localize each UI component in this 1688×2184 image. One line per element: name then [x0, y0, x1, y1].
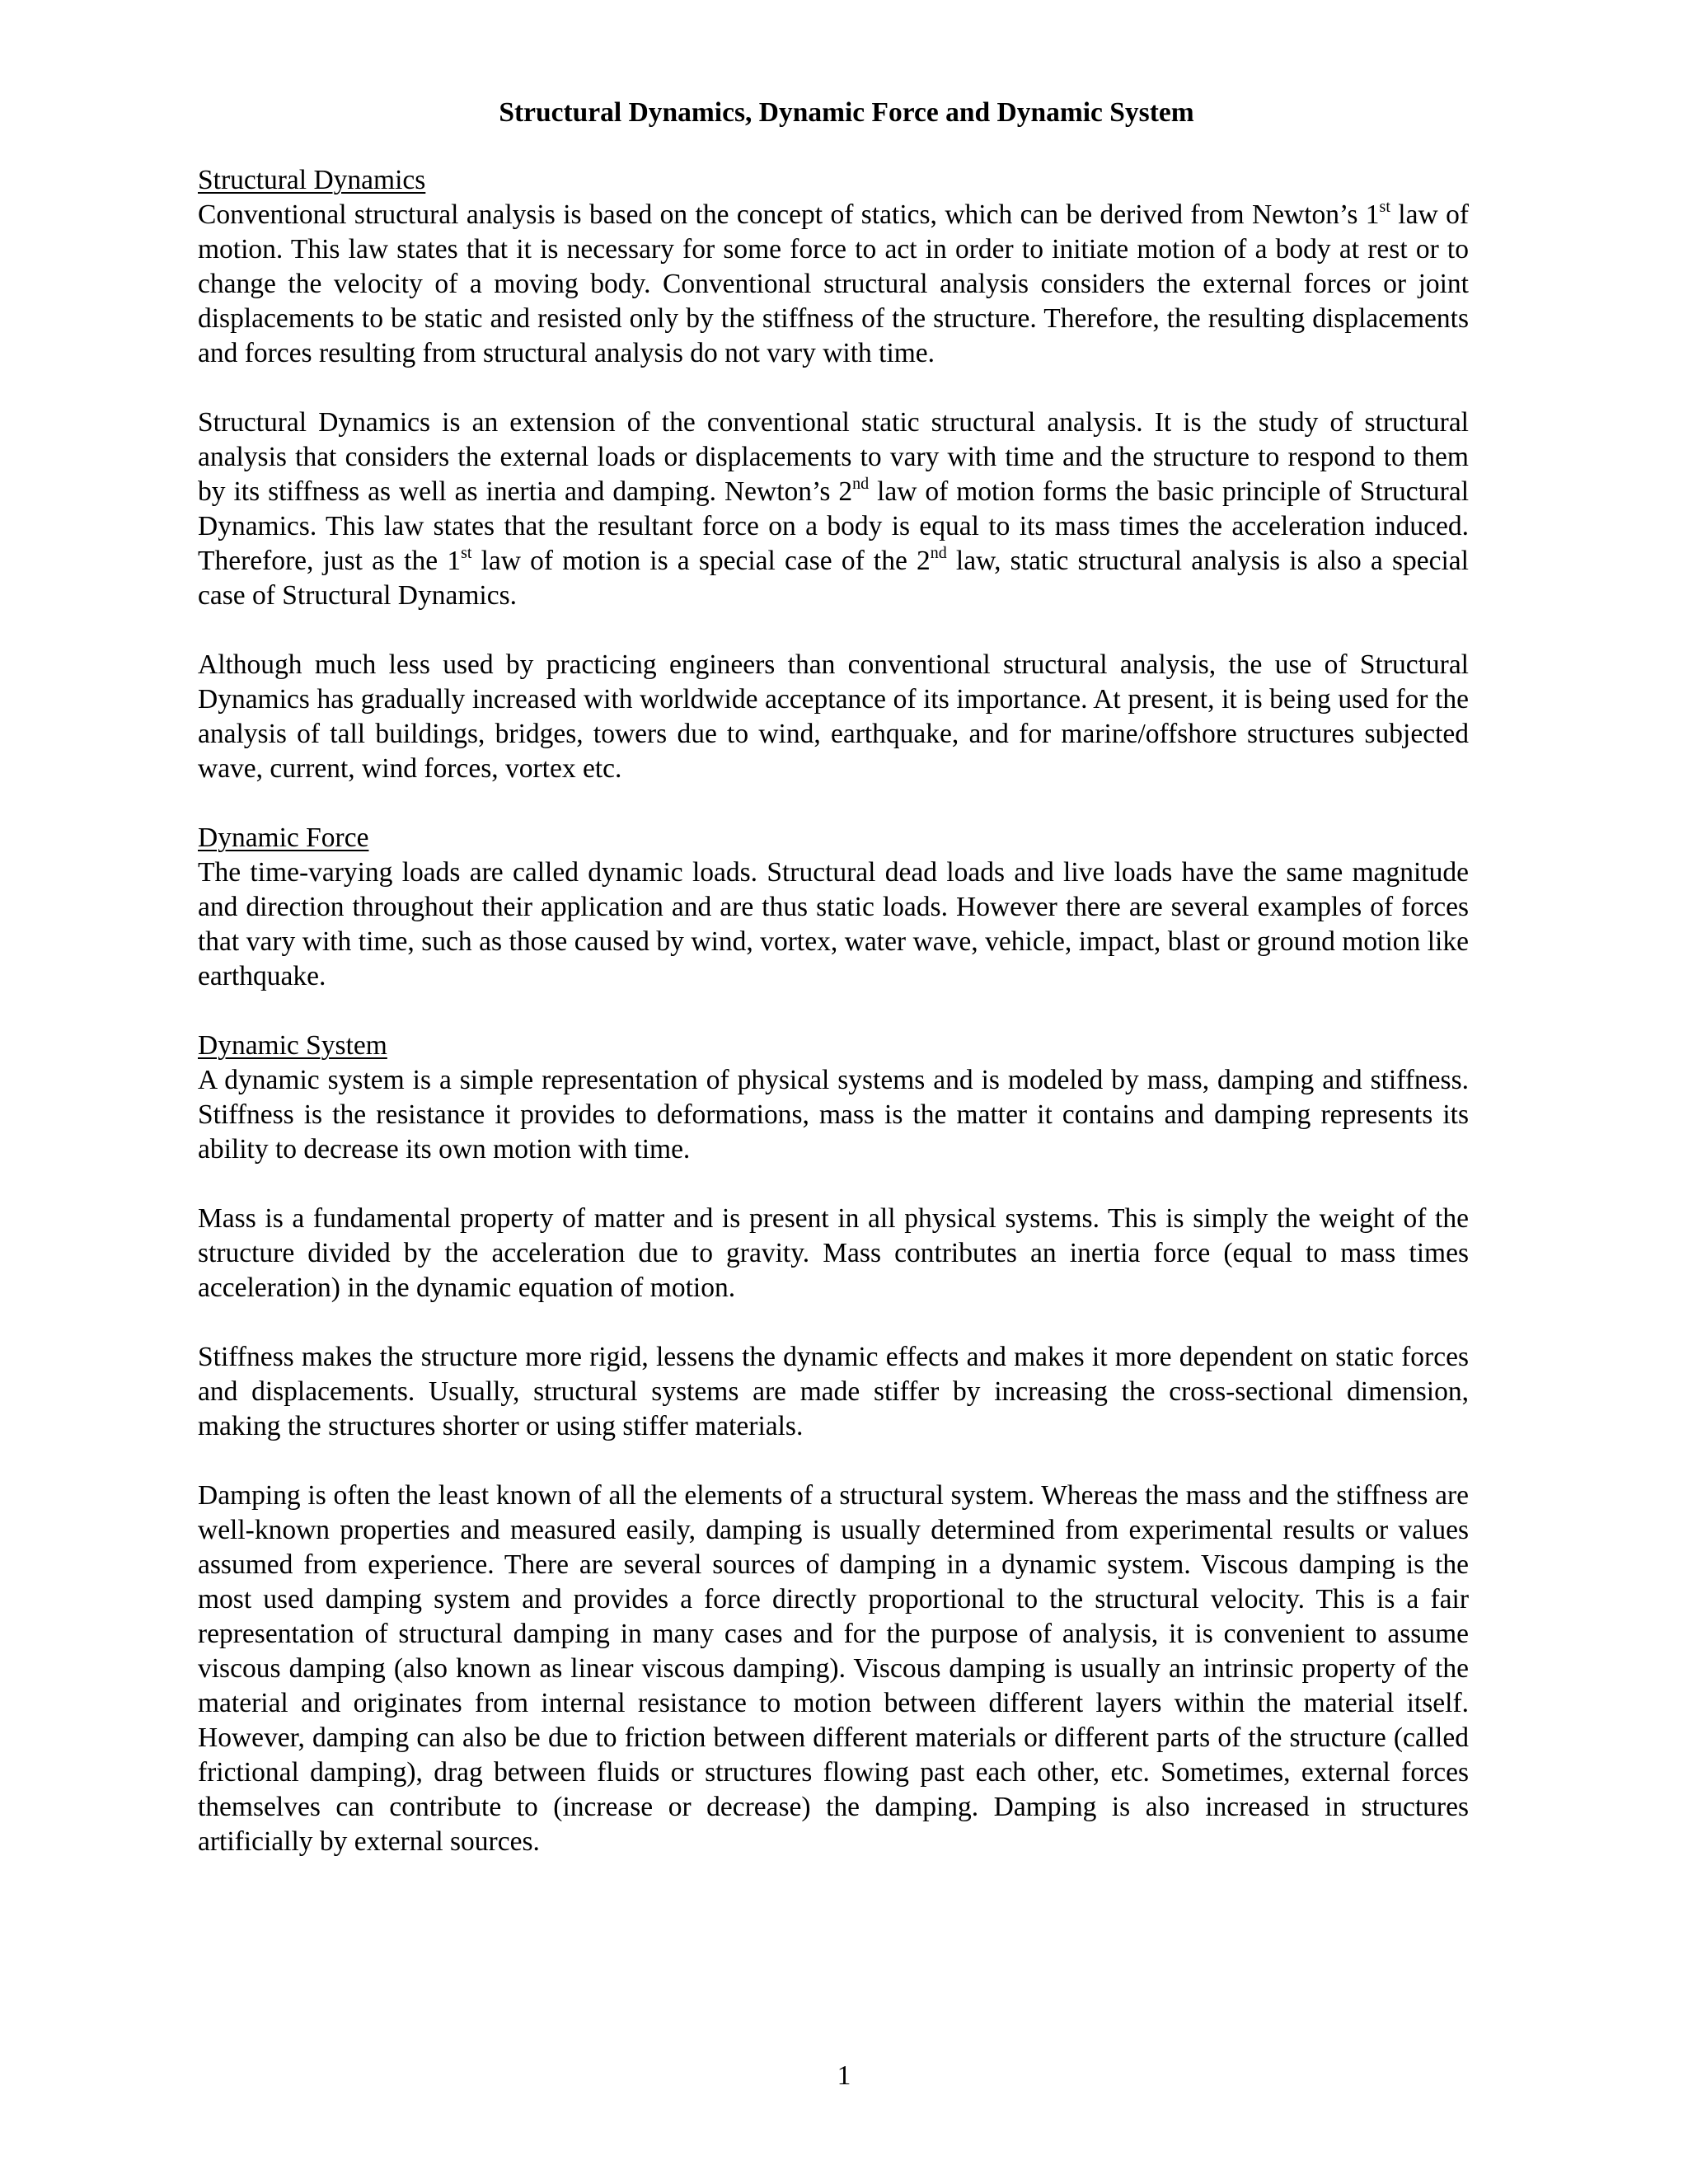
- paragraph-text: Structural Dynamics is an extension of the conventional static structural analysis. It is the study of structural analysis that considers the external loads or displacements to vary with time and the structure to respond to them by its stiffness as well as inertia and damping. Newton’s 2: [198, 407, 1469, 507]
- paragraph: Stiffness makes the structure more rigid, lessens the dynamic effects and makes it more dependent on static forces and displacements. Usually, structural systems are made stiffer by increasing the cross-sectional dimension, making the structures shorter or using stiffer materials.: [198, 1342, 1469, 1441]
- section-heading-dynamic-force: Dynamic Force: [198, 823, 369, 853]
- section-heading-structural-dynamics: Structural Dynamics: [198, 165, 426, 195]
- page-content: [198, 96, 1469, 1894]
- paragraph-text: law of motion is a special case of the 2: [471, 546, 931, 576]
- section-dynamic-system: [198, 1029, 1469, 1859]
- section-dynamic-force: [198, 821, 1469, 994]
- paragraph: [198, 198, 1469, 371]
- section-heading-dynamic-system: Dynamic System: [198, 1030, 387, 1061]
- paragraph-text: law, static structural analysis is also a special case of Structural Dynamics.: [198, 546, 1469, 611]
- paragraph: The time-varying loads are called dynamic loads. Structural dead loads and live loads have the same magnitude and direction throughout their application and are thus static loads. However there are several examples of forces that vary with time, such as those caused by wind, vortex, water wave, vehicle, impact, blast or ground motion like earthquake.: [198, 857, 1469, 991]
- page-number: 1: [837, 2060, 851, 2091]
- page-title: Structural Dynamics, Dynamic Force and Dynamic System: [499, 97, 1194, 128]
- paragraph-text: law of motion. This law states that it is necessary for some force to act in order to initiate motion of a body at rest or to change the velocity of a moving body. Conventional structural analysis considers the external forces or joint displacements to be static and resisted only by the stiffness of the structure. Therefore, the resulting displacements and forces resulting from structural analysis do not vary with time.: [198, 199, 1469, 368]
- paragraph-text: Conventional structural analysis is based on the concept of statics, which can be derived from Newton’s 1: [198, 199, 1380, 230]
- paragraph: A dynamic system is a simple representation of physical systems and is modeled by mass, damping and stiffness. Stiffness is the resistance it provides to deformations, mass is the matter it contains and damping represents its ability to decrease its own motion with time.: [198, 1065, 1469, 1165]
- section-structural-dynamics: [198, 163, 1469, 786]
- paragraph: Damping is often the least known of all the elements of a structural system. Whereas the mass and the stiffness are well-known properties and measured easily, damping is usually determined from experimental results or values assumed from experience. There are several sources of damping in a dynamic system. Viscous damping is the most used damping system and provides a force directly proportional to the structural velocity. This is a fair representation of structural damping in many cases and for the purpose of analysis, it is convenient to assume viscous damping (also known as linear viscous damping). Viscous damping is usually an intrinsic property of the material and originates from internal resistance to motion between different layers within the material itself. However, damping can also be due to friction between different materials or different parts of the structure (called frictional damping), drag between fluids or structures flowing past each other, etc. Sometimes, external forces themselves can contribute to (increase or decrease) the damping. Damping is also increased in structures artificially by external sources.: [198, 1480, 1469, 1857]
- paragraph: Mass is a fundamental property of matter and is present in all physical systems. This is simply the weight of the structure divided by the acceleration due to gravity. Mass contributes an inertia force (equal to mass times acceleration) in the dynamic equation of motion.: [198, 1203, 1469, 1303]
- paragraph: [198, 405, 1469, 613]
- superscript: nd: [930, 544, 947, 562]
- superscript: nd: [852, 475, 870, 493]
- paragraph-text: law of motion forms the basic principle of Structural Dynamics. This law states that the resultant force on a body is equal to its mass times the acceleration induced. Therefore, just as the 1: [198, 476, 1470, 576]
- paragraph: Although much less used by practicing engineers than conventional structural analysis, the use of Structural Dynamics has gradually increased with worldwide acceptance of its importance. At present, it is being used for the analysis of tall buildings, bridges, towers due to wind, earthquake, and for marine/offshore structures subjected wave, current, wind forces, vortex etc.: [198, 649, 1469, 784]
- superscript: st: [461, 544, 472, 562]
- superscript: st: [1379, 198, 1390, 216]
